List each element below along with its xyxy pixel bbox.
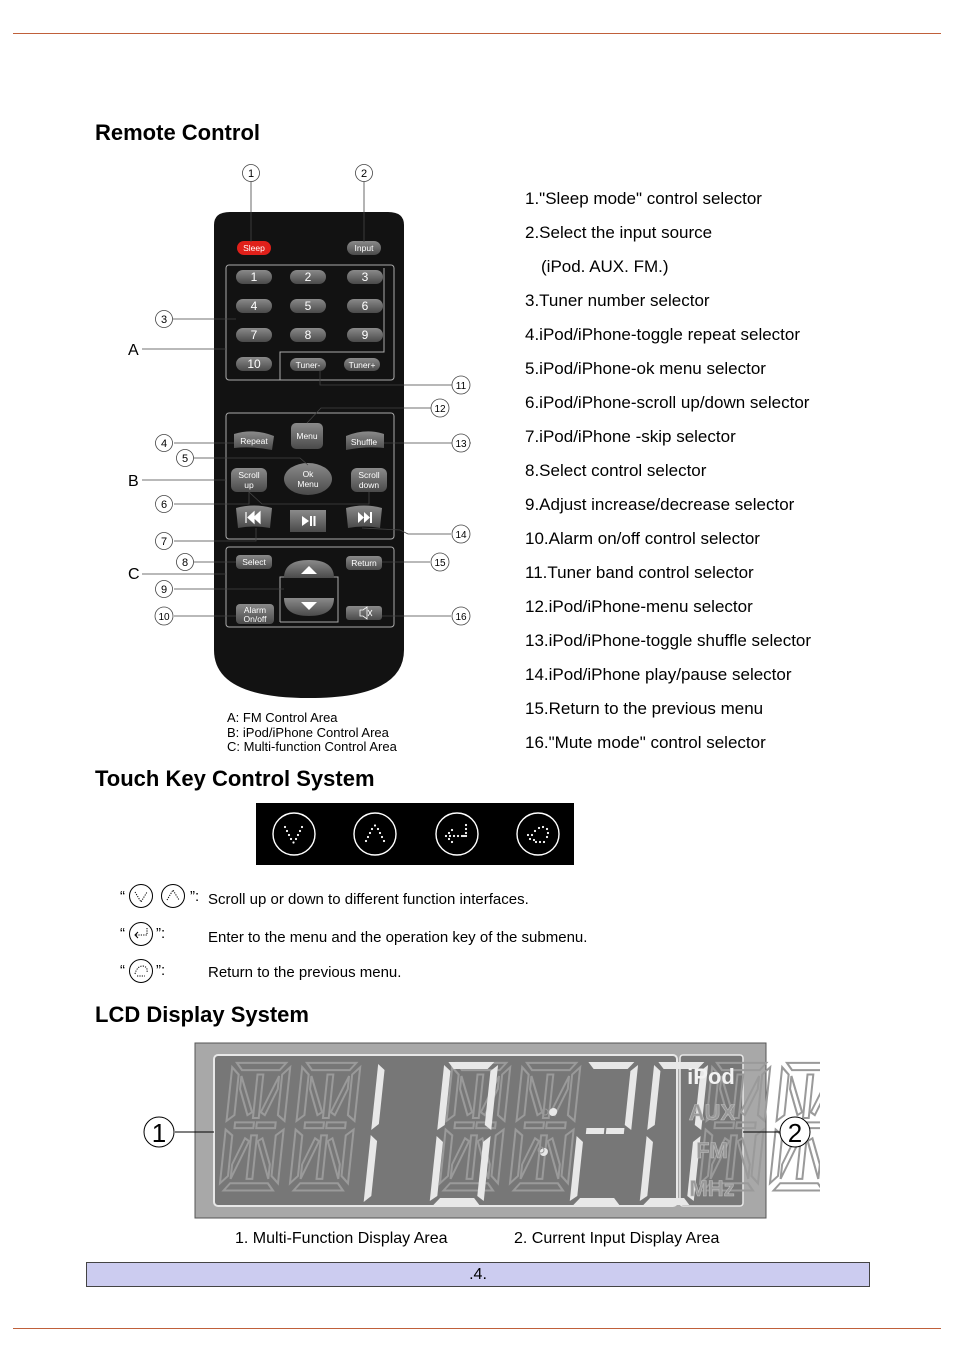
remote-body [214,212,404,698]
remote-legend [227,711,397,755]
chevron-down-icon [284,826,303,844]
description-item: 4.iPod/iPhone-toggle repeat selector [525,325,801,344]
return-arrow-icon [128,958,154,984]
svg-text:up: up [244,480,254,490]
enter-arrow-icon [445,824,467,843]
section-title-remote: Remote Control [95,120,260,145]
svg-text:16: 16 [455,612,467,623]
description-item: 8.Select control selector [525,461,707,480]
section-title-touch: Touch Key Control System [95,766,375,791]
svg-text:1: 1 [250,270,258,284]
input-label: Input [354,243,374,253]
svg-text:14: 14 [455,530,467,541]
svg-text:Tuner-: Tuner- [295,360,321,370]
description-item: 10.Alarm on/off control selector [525,529,760,548]
quote-open: “ [120,962,125,979]
quote-close: ”: [190,888,200,905]
lcd-callout-1: 1 [151,1118,167,1148]
touch-key-desc: Enter to the menu and the operation key of the submenu. [208,929,588,946]
description-item: 6.iPod/iPhone-scroll up/down selector [525,393,810,412]
svg-text:7: 7 [160,536,168,548]
sleep-label: Sleep [243,243,265,253]
svg-text:7: 7 [250,328,258,342]
svg-text:8: 8 [304,328,312,342]
svg-text:8: 8 [181,557,189,569]
svg-text:12: 12 [434,404,446,415]
lcd-callout-2: 2 [787,1118,803,1148]
description-item: 12.iPod/iPhone-menu selector [525,597,753,616]
description-item: 14.iPod/iPhone play/pause selector [525,665,792,684]
svg-text:3: 3 [361,270,369,284]
lcd-caption-1: 1. Multi-Function Display Area [235,1230,448,1247]
touch-key-row-enter [120,921,820,949]
svg-text:6: 6 [160,499,168,511]
description-item: 2.Select the input source [525,223,713,242]
svg-text:5: 5 [304,299,312,313]
svg-text:Menu: Menu [296,431,318,441]
svg-text:Return: Return [351,558,377,568]
svg-text:4: 4 [250,299,258,313]
remote-diagram [120,155,500,715]
svg-text:9: 9 [160,584,168,596]
svg-text:11: 11 [455,381,467,392]
touch-key-desc: Scroll up or down to different function interfaces. [208,891,529,908]
legend-item: B: iPod/iPhone Control Area [227,724,389,740]
quote-open: “ [120,888,125,905]
description-item: 16."Mute mode" control selector [525,733,766,752]
description-item: 15.Return to the previous menu [525,699,764,718]
svg-text:4: 4 [160,438,168,450]
svg-text:2: 2 [360,168,368,180]
enter-arrow-icon [128,921,154,947]
description-item: 9.Adjust increase/decrease selector [525,495,795,514]
lcd-caption-2: 2. Current Input Display Area [514,1230,720,1247]
description-item: (iPod. AUX. FM.) [541,257,669,276]
touch-key-row-scroll [120,883,820,913]
svg-text:2: 2 [304,270,312,284]
description-item: 5.iPod/iPhone-ok menu selector [525,359,766,378]
svg-text:13: 13 [455,439,467,450]
description-item: 1."Sleep mode" control selector [525,189,762,208]
description-item: 13.iPod/iPhone-toggle shuffle selector [525,631,812,650]
remote-descriptions [525,182,811,760]
svg-text:Scroll: Scroll [238,470,260,480]
svg-text:Select: Select [242,557,266,567]
source-ipod: iPod [687,1064,735,1089]
svg-text:Menu: Menu [297,479,319,489]
svg-text:3: 3 [160,314,168,326]
top-rule [13,33,941,34]
svg-text:6: 6 [361,299,369,313]
svg-text:10: 10 [247,357,261,371]
quote-close: ”: [156,962,166,979]
touch-key-bar [256,803,574,865]
svg-text:Ok: Ok [302,469,314,479]
svg-text:C: C [128,566,140,583]
legend-item: C: Multi-function Control Area [227,739,397,754]
svg-text:On/off: On/off [243,614,267,624]
lcd-diagram [140,1040,820,1222]
svg-text:Alarm: Alarm [243,605,267,615]
description-item: 3.Tuner number selector [525,291,710,310]
page-number-bar [86,1262,870,1287]
description-item: 11.Tuner band control selector [525,563,754,582]
svg-text:9: 9 [361,328,369,342]
legend-item: A: FM Control Area [227,710,338,725]
page-number: .4. [469,1266,487,1283]
svg-text:Tuner+: Tuner+ [348,360,376,370]
return-arrow-icon [527,826,549,843]
description-item: 7.iPod/iPhone -skip selector [525,427,736,446]
touch-key-desc: Return to the previous menu. [208,964,402,981]
section-title-lcd: LCD Display System [95,1002,309,1027]
quote-open: “ [120,925,125,942]
bottom-rule [13,1328,941,1329]
svg-text:down: down [358,480,380,490]
chevron-up-icon [160,883,186,909]
quote-close: ”: [156,925,166,942]
chevron-down-icon [128,883,154,909]
svg-text:10: 10 [158,612,170,623]
source-mhz: MHz [689,1176,735,1201]
source-aux: AUX [688,1100,736,1125]
svg-text:15: 15 [434,558,446,569]
svg-text:Repeat: Repeat [240,436,268,446]
svg-text:B: B [128,473,139,490]
svg-text:Scroll: Scroll [358,470,380,480]
touch-key-row-return [120,958,820,986]
svg-text:1: 1 [247,168,255,180]
svg-text:5: 5 [181,453,189,465]
svg-text:Shuffle: Shuffle [350,437,378,447]
source-fm: FM [696,1138,728,1163]
svg-text:A: A [128,342,139,359]
chevron-up-icon [365,824,385,842]
